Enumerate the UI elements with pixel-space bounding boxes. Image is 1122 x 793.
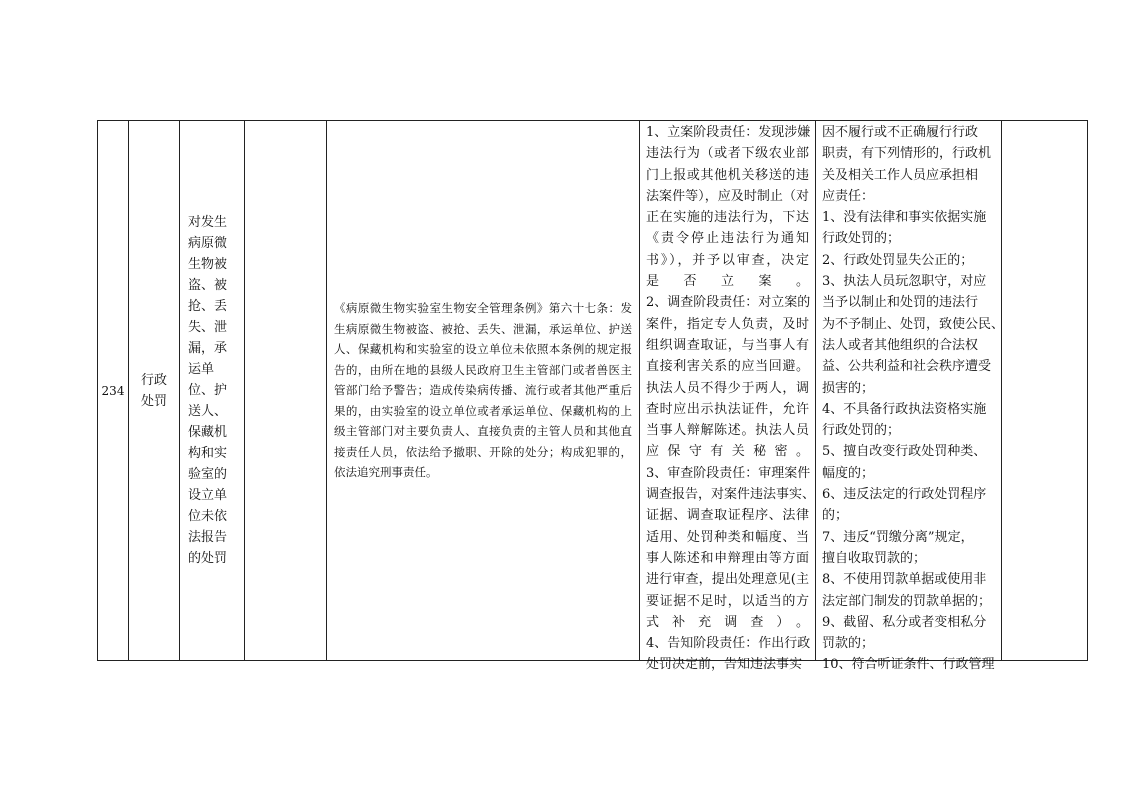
accountability-line: 损害的； (822, 380, 875, 396)
responsibility-line: 应保守有关秘密。 (646, 444, 809, 460)
accountability-line: 行政处罚的； (822, 423, 901, 439)
accountability-line: 1、没有法律和事实依据实施 (822, 210, 987, 226)
accountability-cell (816, 121, 1005, 673)
accountability-line: 为不予制止、处罚，致使公民、 (822, 316, 1005, 332)
accountability-line: 4、不具备行政执法资格实施 (822, 401, 987, 417)
accountability-text (822, 121, 1005, 673)
accountability-line: 职责，有下列情形的，行政机 (822, 146, 992, 162)
responsibility-line: 当事人辩解陈述。执法人员 (646, 423, 809, 439)
accountability-line: 法人或者其他组织的合法权 (822, 337, 979, 353)
accountability-line: 的； (822, 508, 849, 524)
empty-cell (245, 121, 327, 661)
responsibility-text (646, 121, 816, 673)
responsibility-line: 4、告知阶段责任：作出行政 (646, 636, 811, 652)
legal-basis: 《病原微生物实验室生物安全管理条例》第六十七条：发生病原微生物被盗、被抢、丢失、泄漏，承运单位、护送人、保藏机构和实验室的设立单位未依照本条例的规定报告的，由所在地的县级人民政府卫生主管部门或者兽医主管部门给予警告；造成传染病传播、流行或者其他严重后果的，由实验室的设立单位或者承运单位、保藏机构的上级主管部门对主要负责人、直接负责的主管人员和其他直接责任人员，依法给予撤职、开除的处分；构成犯罪的，依法追究刑事责任。 (327, 121, 640, 661)
accountability-line: 2、行政处罚显失公正的； (822, 252, 974, 268)
accountability-line: 法定部门制发的罚款单据的； (822, 593, 992, 609)
power-item-name: 对发生病原微生物被盗、被抢、丢失、泄漏，承运单位、护送人、保藏机构和实验室的设立单位未依法报告的处罚 (180, 121, 245, 661)
responsibility-line: 处罚决定前，告知违法事实 (646, 657, 803, 673)
power-type: 行政处罚 (129, 121, 180, 661)
responsibility-line: 适用、处罚种类和幅度、当 (646, 529, 809, 545)
responsibility-line: 3、审查阶段责任：审理案件 (646, 465, 811, 481)
accountability-line: 因不履行或不正确履行行政 (822, 125, 979, 140)
responsibility-line: 法案件等），应及时制止（对 (646, 188, 809, 204)
accountability-line: 10、符合听证条件、行政管理 (822, 657, 995, 673)
responsibility-line: 《责令停止违法行为通知 (646, 231, 809, 247)
responsibility-line: 直接利害关系的应当回避。 (646, 359, 809, 375)
accountability-line: 当予以制止和处罚的违法行 (822, 295, 979, 311)
accountability-line: 9、截留、私分或者变相私分 (822, 614, 987, 630)
table-row (98, 121, 1088, 661)
responsibility-line: 事人陈述和申辩理由等方面 (646, 550, 809, 566)
remarks-cell (1002, 121, 1088, 661)
accountability-line: 罚款的； (822, 636, 875, 652)
row-number: 234 (98, 121, 129, 661)
responsibility-line: 案件，指定专人负责，及时 (646, 316, 809, 332)
accountability-line: 关及相关工作人员应承担相 (822, 167, 979, 183)
accountability-line: 行政处罚的； (822, 231, 901, 247)
responsibility-line: 门上报或其他机关移送的违 (646, 167, 809, 183)
responsibility-line: 进行审查，提出处理意见(主 (646, 572, 809, 588)
accountability-line: 3、执法人员玩忽职守，对应 (822, 274, 987, 290)
responsibility-cell (640, 121, 816, 673)
responsibility-line: 要证据不足时，以适当的方 (646, 593, 809, 609)
accountability-line: 益、公共利益和社会秩序遭受 (822, 359, 992, 375)
responsibility-line: 查时应出示执法证件，允许 (646, 401, 809, 417)
accountability-line: 应责任： (822, 188, 875, 204)
accountability-line: 幅度的； (822, 465, 875, 481)
responsibility-line: 1、立案阶段责任：发现涉嫌 (646, 125, 811, 140)
responsibility-line: 违法行为（或者下级农业部 (646, 146, 809, 162)
accountability-line: 7、违反“罚缴分离”规定， (822, 529, 974, 545)
accountability-line: 5、擅自改变行政处罚种类、 (822, 444, 987, 460)
responsibility-line: 书》），并予以审查，决定 (646, 252, 809, 268)
accountability-line: 6、违反法定的行政处罚程序 (822, 487, 987, 503)
responsibility-line: 2、调查阶段责任：对立案的 (646, 295, 811, 311)
responsibility-line: 是否立案。 (646, 274, 809, 290)
responsibility-line: 组织调查取证，与当事人有 (646, 337, 809, 353)
responsibility-line: 式补充调查）。 (646, 614, 809, 630)
power-list-table (97, 120, 1088, 673)
responsibility-line: 证据、调查取证程序、法律 (646, 508, 809, 524)
responsibility-line: 执法人员不得少于两人，调 (646, 380, 809, 396)
responsibility-line: 正在实施的违法行为，下达 (646, 210, 809, 226)
accountability-line: 擅自收取罚款的； (822, 550, 927, 566)
accountability-line: 8、不使用罚款单据或使用非 (822, 572, 987, 588)
responsibility-line: 调查报告，对案件违法事实、 (646, 487, 816, 503)
